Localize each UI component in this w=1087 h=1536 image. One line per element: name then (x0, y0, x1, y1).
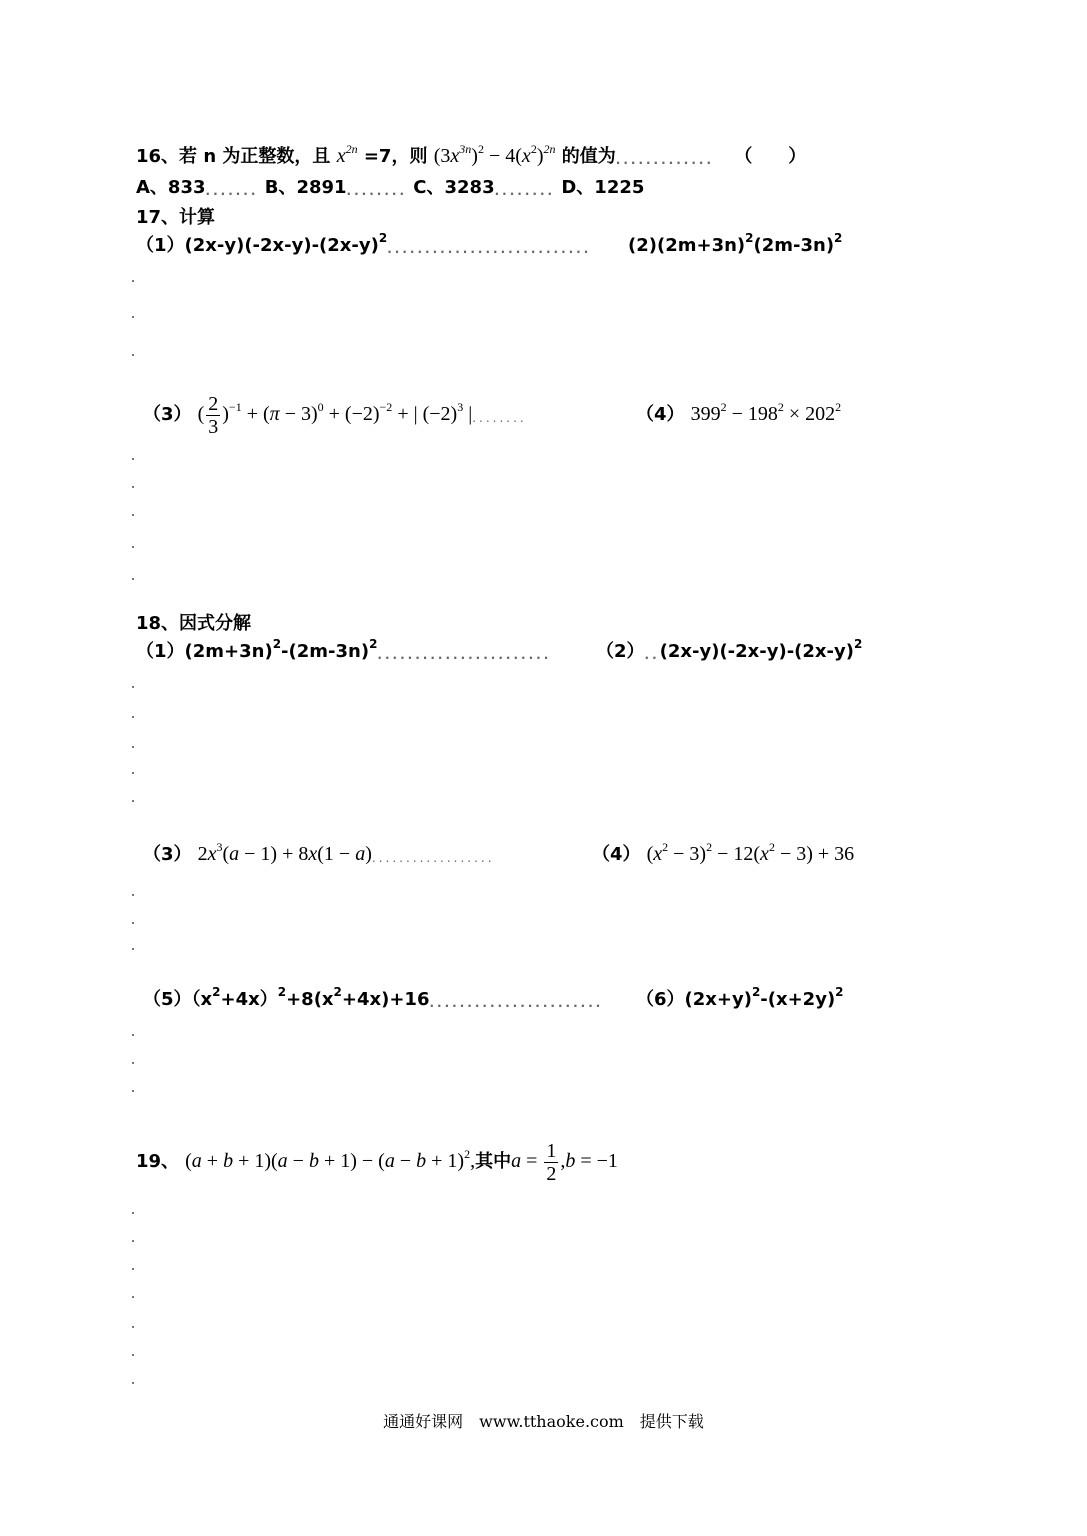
q18-p5-label: （5） (143, 989, 192, 1010)
margin-tick (132, 686, 134, 688)
q17-p1-label: （1） (136, 235, 185, 256)
q18-part6: $(6)(2x+y)^2-(x+2y)^2$ (636, 985, 844, 1010)
margin-tick (132, 1212, 134, 1214)
q17-p4-label: （4） (636, 404, 685, 425)
q18-part5: $(5)(x^2+4x)^2+8(x^2+4x)+16$....................... (143, 985, 604, 1010)
q18-p2-label: （2） (596, 641, 645, 662)
margin-tick (132, 746, 134, 748)
q18-title: 18、因式分解 (136, 613, 252, 634)
q18-part4 (592, 842, 854, 867)
q17-p3-label: （3） (143, 404, 192, 425)
q16-answer-paren: （ ） (734, 146, 807, 167)
margin-tick (132, 316, 134, 318)
q17-part2: $(2)(2m+3n)^2(2m-3n)^2$ (628, 231, 843, 256)
q17-part4 (636, 402, 841, 427)
q16-option-b: B、2891 (264, 177, 347, 198)
q17-title: 17、计算 (136, 207, 216, 228)
q16-line (136, 144, 806, 172)
q17-p2-mid: (2m-3n) (753, 235, 835, 256)
q17-part1: $(1)(2x-y)(-2x-y)-(2x-y)^2$........................... (136, 231, 592, 256)
margin-tick (132, 1090, 134, 1092)
margin-tick (132, 1268, 134, 1270)
margin-tick (132, 800, 134, 802)
q18-part1: $(1)(2m+3n)^2-(2m-3n)^2$....................... (136, 637, 552, 662)
q17-p3-math: ( $\frac{2}{3}$ )$^{-1} + (\pi - 3)^0 + (-2)^{-2}$ + | $(-2)^3$ | (197, 392, 473, 438)
margin-tick (132, 1034, 134, 1036)
q16-cond-eq: =7，则 (357, 146, 428, 167)
margin-tick (132, 1296, 134, 1298)
margin-tick (132, 922, 134, 924)
q16-option-d: D、1225 (561, 177, 645, 198)
margin-tick (132, 716, 134, 718)
q18-part3: （3） $2x^3(a - 1) + 8x(1 - a)$.................. (143, 840, 495, 865)
q16-expression-math: $(3x^{3n})^2 - 4(x^2)^{2n}$ (433, 142, 556, 167)
q18-p6-label: （6） (636, 989, 685, 1010)
margin-tick (132, 1062, 134, 1064)
q19-expression-math: $(a + b + 1)(a - b + 1) - (a - b + 1)^2$, (185, 1147, 476, 1172)
margin-tick (132, 948, 134, 950)
margin-tick (132, 514, 134, 516)
q18-p3-label: （3） (143, 844, 192, 865)
q18-p2-expr: (2x-y)(-2x-y)-(2x-y) (659, 641, 854, 662)
q19-values-math: a = $\frac{1}{2}$ ,b = −1 (511, 1139, 618, 1185)
q18-part2: $(2)..(2x-y)(-2x-y)-(2x-y)^2$ (596, 637, 863, 662)
q17-p2-label: (2) (628, 235, 657, 256)
q17-p1-expr: (2x-y)(-2x-y)-(2x-y) (184, 235, 379, 256)
margin-tick (132, 1326, 134, 1328)
q16-option-a: A、833 (136, 177, 206, 198)
page-footer: 通通好课网 www.tthaoke.com 提供下载 (383, 1412, 704, 1431)
q19-line (136, 1136, 618, 1187)
margin-tick (132, 280, 134, 282)
q16-condition-math: $x^{2n}$ (336, 142, 358, 167)
margin-tick (132, 458, 134, 460)
margin-tick (132, 1382, 134, 1384)
q19-where: 其中 (475, 1151, 512, 1172)
q17-part3: （3） ( $\frac{2}{3}$ )$^{-1} + (\pi - 3)^0 + (-2)^{-2}$ + | $(-2)^3$ |........ (143, 392, 527, 438)
q16-lead: 16、若 n 为正整数，且 (136, 146, 331, 167)
margin-tick (132, 546, 134, 548)
q16-options: A、833....... B、2891........ C、3283........ D、1225 (136, 177, 645, 198)
q18-p4-math: $(x^2 - 3)^2 - 12(x^2 - 3) + 36$ (646, 840, 855, 865)
margin-tick (132, 1240, 134, 1242)
q16-ask: 的值为 (561, 146, 616, 167)
margin-tick (132, 578, 134, 580)
margin-tick (132, 354, 134, 356)
q18-p1-a: (2m+3n) (184, 641, 273, 662)
margin-tick (132, 486, 134, 488)
q19-lead: 19、 (136, 1151, 180, 1172)
margin-tick (132, 1354, 134, 1356)
q18-p3-math: $2x^3(a - 1) + 8x(1 - a)$ (197, 840, 372, 865)
q18-p1-label: （1） (136, 641, 185, 662)
q16-option-c: C、3283 (413, 177, 495, 198)
q17-p4-math: $399^2 - 198^2 \times 202^2$ (690, 400, 842, 425)
margin-tick (132, 894, 134, 896)
leader-dots: ............. (615, 153, 715, 167)
q17-p2-expr: (2m+3n) (656, 235, 746, 256)
q18-p4-label: （4） (592, 844, 641, 865)
q18-p1-b: -(2m-3n) (281, 641, 370, 662)
margin-tick (132, 772, 134, 774)
